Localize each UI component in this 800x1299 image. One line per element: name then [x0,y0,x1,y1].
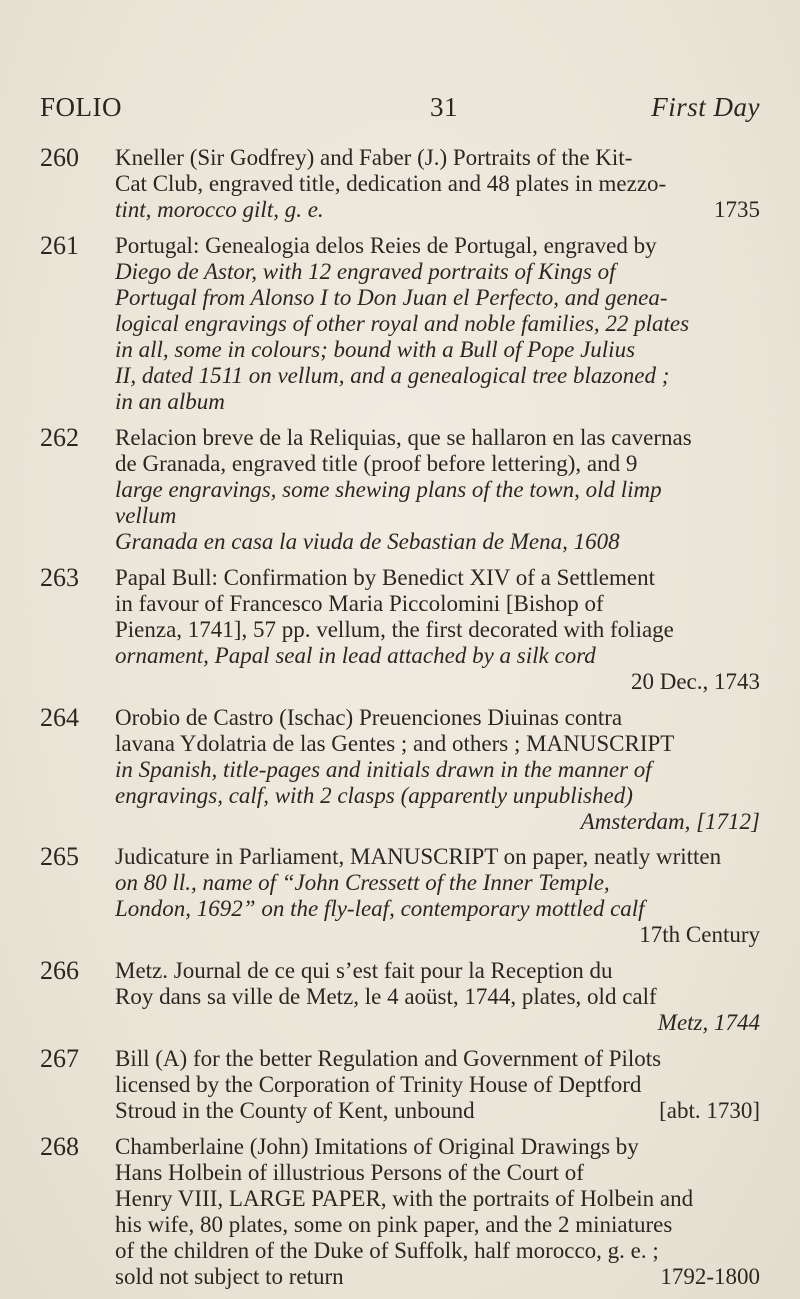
lot-entry-265 [40,844,760,948]
description-line: of the children of the Duke of Suffolk, half morocco, g. e. ; [115,1238,659,1263]
lot-entry-266 [40,958,760,1036]
sale-day: First Day [651,92,760,122]
description-line: in all, some in colours; bound with a Bull of Pope Julius [115,336,636,362]
description-line: in favour of Francesco Maria Piccolomini [Bishop of [115,590,604,616]
lot-description [115,1134,760,1290]
description-line: large engravings, some shewing plans of the town, old limp [115,476,662,502]
lot-imprint: Metz, 1744 [657,1010,760,1036]
description-line: sold not subject to return 1792-1800 [115,1264,760,1289]
lot-number: 266 [40,956,79,986]
lot-entry-268 [40,1134,760,1290]
lot-description [115,145,760,223]
lot-number: 261 [40,230,79,260]
lot-entry-264 [40,702,760,835]
lot-description [115,233,760,415]
lot-description [115,958,760,1036]
description-line: licensed by the Corporation of Trinity House of Deptford [115,1072,642,1098]
lot-description [115,705,760,835]
description-line: de Granada, engraved title (proof before lettering), and 9 [115,450,638,476]
page-number: 31 [430,92,458,122]
lot-number: 263 [40,562,79,592]
lot-imprint: Amsterdam, [1712] [580,808,760,834]
description-line: Hans Holbein of illustrious Persons of the Court of [115,1160,584,1185]
description-line: Papal Bull: Confirmation by Benedict XIV of a Settlement [115,564,655,590]
lot-number: 262 [40,422,79,452]
lot-imprint: Granada en casa la viuda de Sebastian de Mena, 1608 [115,528,620,554]
description-line: Chamberlaine (John) Imitations of Original Drawings by [115,1134,639,1159]
description-line: Orobio de Castro (Ischac) Preuenciones Diuinas contra [115,704,623,730]
description-line: Bill (A) for the better Regulation and Government of Pilots [115,1046,662,1072]
description-line: Metz. Journal de ce qui s’est fait pour la Reception du [115,958,613,984]
description-line: II, dated 1511 on vellum, and a genealogical tree blazoned ; [115,362,670,388]
lot-date: 17th Century [639,922,760,948]
lot-entry-263 [40,562,760,695]
lot-description [115,844,760,948]
description-line: Portugal: Genealogia delos Reies de Portugal, engraved by [115,232,657,258]
description-line: Pienza, 1741], 57 pp. vellum, the first decorated with foliage [115,616,674,642]
description-line: engravings, calf, with 2 clasps (apparently unpublished) [115,782,633,808]
lot-entry-260 [40,145,760,223]
lot-date: 20 Dec., 1743 [630,668,760,694]
description-line: his wife, 80 plates, some on pink paper, and the 2 miniatures [115,1212,673,1237]
description-line: Portugal from Alonso I to Don Juan el Perfecto, and genea- [115,284,668,310]
description-line: in Spanish, title-pages and initials drawn in the manner of [115,756,652,782]
description-line: logical engravings of other royal and noble families, 22 plates [115,310,690,336]
lot-number: 267 [40,1044,79,1074]
description-line: Stroud in the County of Kent, unbound [abt. 1730] [115,1098,760,1124]
description-line: Cat Club, engraved title, dedication and 48 plates in mezzo- [115,171,667,196]
description-line: in an album [115,388,225,414]
lot-description [115,1046,760,1124]
description-line: lavana Ydolatria de las Gentes ; and others ; MANUSCRIPT [115,730,675,756]
lot-date: 1735 [714,197,760,222]
lot-number: 264 [40,702,79,732]
description-line: on 80 ll., name of “John Cressett of the Inner Temple, [115,870,610,896]
description-line: Judicature in Parliament, MANUSCRIPT on paper, neatly written [115,844,722,870]
description-line: Diego de Astor, with 12 engraved portraits of Kings of [115,258,616,284]
lot-entry-267 [40,1046,760,1124]
page-header [40,92,760,126]
lot-description [115,425,760,555]
lot-number: 268 [40,1132,79,1161]
description-line: vellum [115,502,177,528]
lot-date: [abt. 1730] [659,1098,760,1124]
description-line: London, 1692” on the fly-leaf, contemporary mottled calf [115,896,645,922]
lot-number: 260 [40,143,79,172]
description-line: Relacion breve de la Reliquias, que se hallaron en las cavernas [115,424,692,450]
description-line: Henry VIII, LARGE PAPER, with the portraits of Holbein and [115,1186,694,1211]
description-line: Roy dans sa ville de Metz, le 4 aoüst, 1744, plates, old calf [115,984,657,1010]
description-line: Kneller (Sir Godfrey) and Faber (J.) Portraits of the Kit- [115,145,633,170]
folio-label: FOLIO [40,92,122,122]
lot-entry-261 [40,230,760,415]
lot-number: 265 [40,842,79,872]
lot-description [115,565,760,695]
description-line: ornament, Papal seal in lead attached by a silk cord [115,642,596,668]
lot-date: 1792-1800 [660,1264,760,1289]
description-line: tint, morocco gilt, g. e. 1735 [115,197,760,222]
lot-entry-262 [40,422,760,555]
